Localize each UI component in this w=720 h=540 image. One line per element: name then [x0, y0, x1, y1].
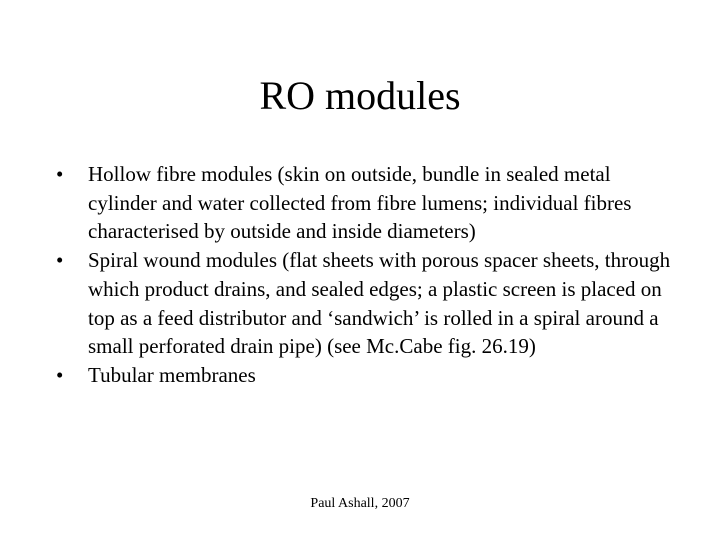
- bullet-item-spiral-wound: [56, 246, 676, 361]
- bullet-item-tubular: [56, 361, 676, 390]
- slide-title: RO modules: [259, 73, 461, 118]
- bullet-text: Tubular membranes: [88, 362, 256, 387]
- bullet-item-hollow-fibre: [56, 160, 676, 246]
- bullet-text: Hollow fibre modules (skin on outside, bundle in sealed metal cylinder and water collected from fibre lumens; individual fibres characterised by outside and inside diameters): [88, 162, 632, 244]
- slide-footer: Paul Ashall, 2007: [310, 496, 410, 511]
- bullet-icon: •: [56, 362, 64, 387]
- bullet-icon: •: [56, 162, 64, 186]
- bullet-list: [56, 160, 676, 390]
- bullet-text: Spiral wound modules (flat sheets with porous spacer sheets, through which product drains, and sealed edges; a plastic screen is placed on top as a feed distributor and ‘sandwich’ is rolled in a spiral around a small perforated drain pipe) (see Mc.Cabe fig. 26.19): [88, 248, 671, 359]
- bullet-icon: •: [56, 248, 64, 273]
